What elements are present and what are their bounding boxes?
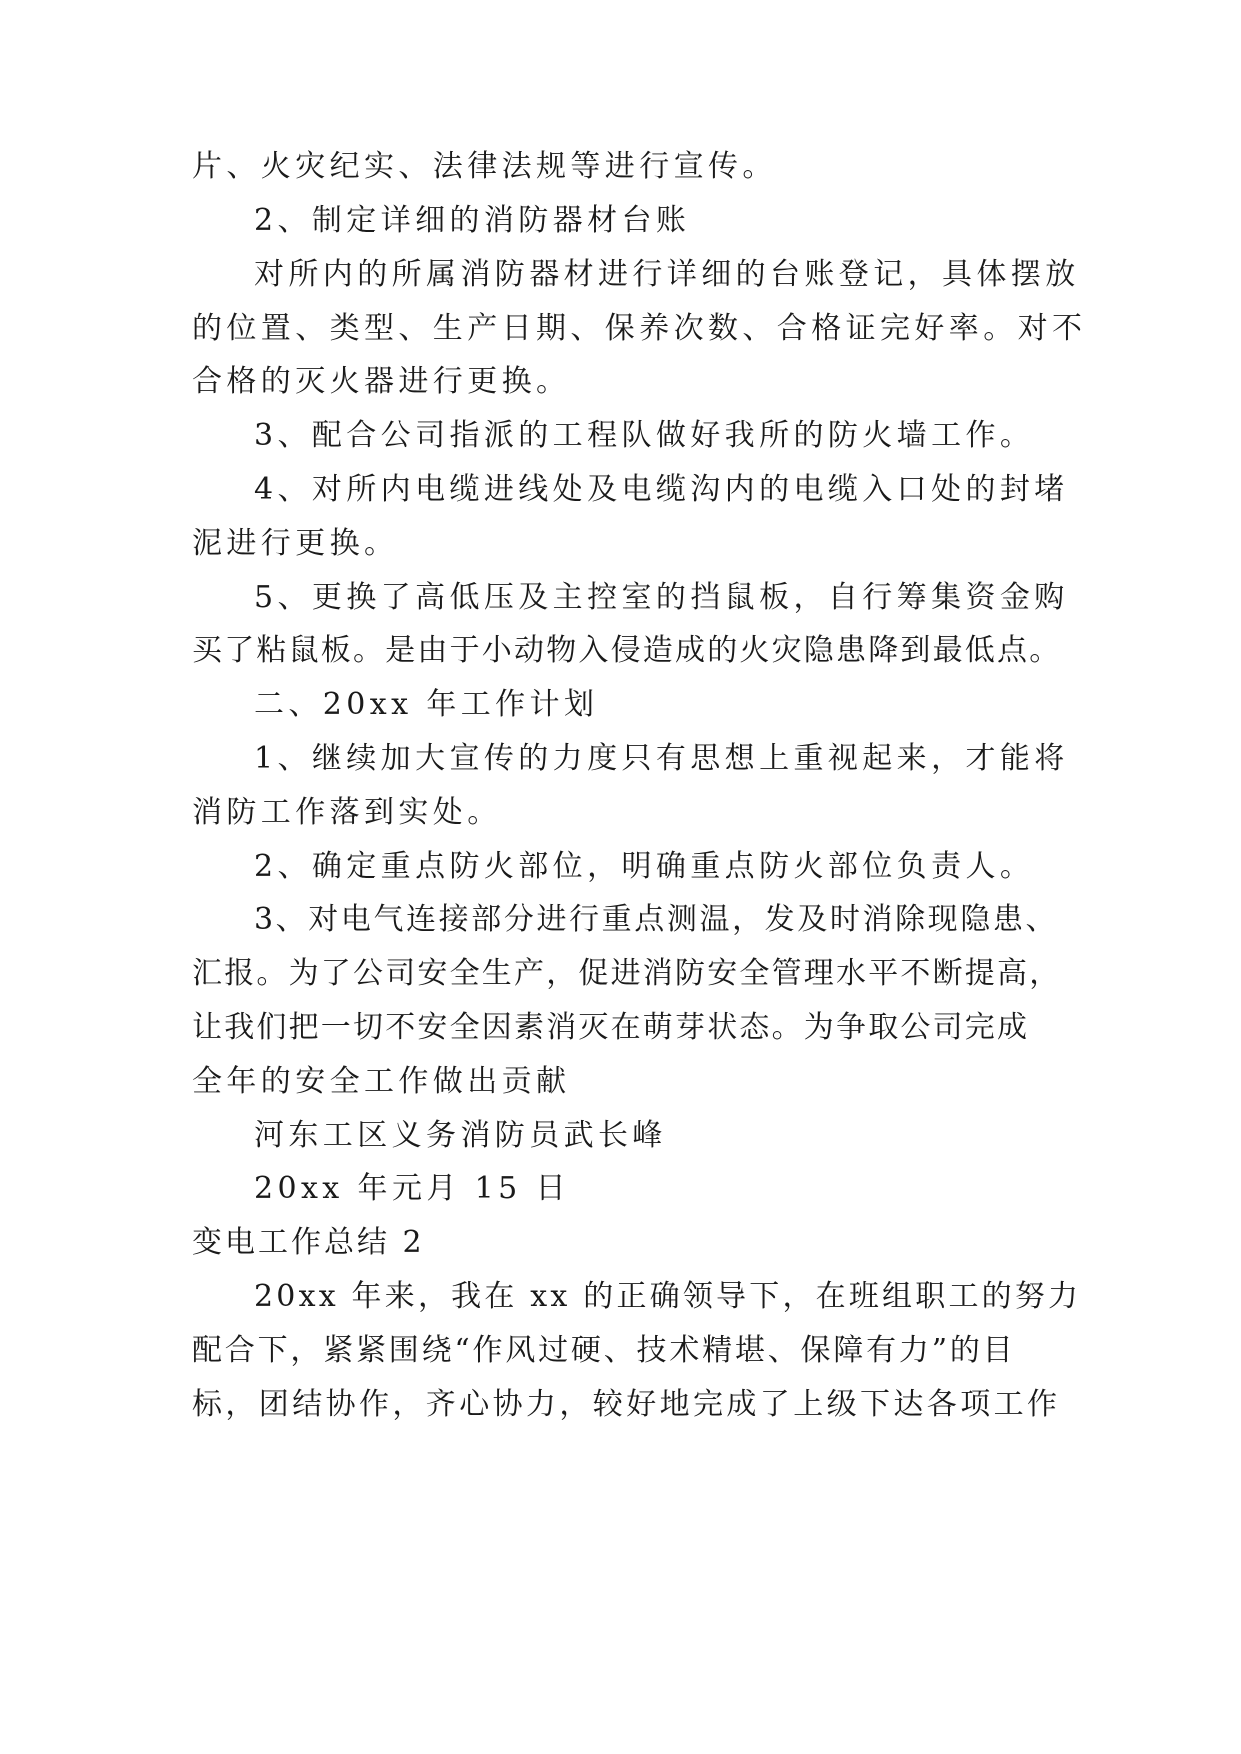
paragraph-line: 2、确定重点防火部位，明确重点防火部位负责人。 — [254, 849, 1035, 884]
section-heading: 二、20xx 年工作计划 — [254, 687, 599, 722]
paragraph-line: 20xx 年来，我在 xx 的正确领导下，在班组职工的努力 — [254, 1279, 1082, 1314]
signature-line: 河东工区义务消防员武长峰 — [254, 1118, 667, 1153]
paragraph-line: 泥进行更换。 — [192, 526, 399, 561]
paragraph-line: 的位置、类型、生产日期、保养次数、合格证完好率。对不 — [192, 311, 1087, 346]
paragraph-line: 对所内的所属消防器材进行详细的台账登记，具体摆放 — [254, 257, 1080, 292]
paragraph-line: 3、配合公司指派的工程队做好我所的防火墙工作。 — [254, 418, 1035, 453]
paragraph-line: 买了粘鼠板。是由于小动物入侵造成的火灾隐患降到最低点。 — [192, 633, 1062, 668]
paragraph-line: 全年的安全工作做出贡献 — [192, 1064, 571, 1099]
paragraph-line: 片、火灾纪实、法律法规等进行宣传。 — [192, 149, 777, 184]
paragraph-line: 4、对所内电缆进线处及电缆沟内的电缆入口处的封堵 — [254, 472, 1069, 507]
paragraph-line: 3、对电气连接部分进行重点测温，发及时消除现隐患、 — [254, 902, 1059, 937]
paragraph-line: 标，团结协作，齐心协力，较好地完成了上级下达各项工作 — [192, 1387, 1061, 1422]
paragraph-line: 配合下，紧紧围绕“作风过硬、技术精堪、保障有力”的目 — [192, 1333, 1016, 1368]
paragraph-line: 汇报。为了公司安全生产，促进消防安全管理水平不断提高， — [192, 956, 1062, 991]
paragraph-line: 1、继续加大宣传的力度只有思想上重视起来，才能将 — [254, 741, 1069, 776]
date-line: 20xx 年元月 15 日 — [254, 1171, 570, 1206]
paragraph-line: 消防工作落到实处。 — [192, 795, 502, 830]
section-item-heading: 2、制定详细的消防器材台账 — [254, 203, 691, 238]
document-subtitle: 变电工作总结 2 — [192, 1225, 425, 1260]
paragraph-line: 5、更换了高低压及主控室的挡鼠板，自行筹集资金购 — [254, 580, 1069, 615]
paragraph-line: 让我们把一切不安全因素消灭在萌芽状态。为争取公司完成 — [192, 1010, 1030, 1045]
paragraph-line: 合格的灭火器进行更换。 — [192, 364, 571, 399]
